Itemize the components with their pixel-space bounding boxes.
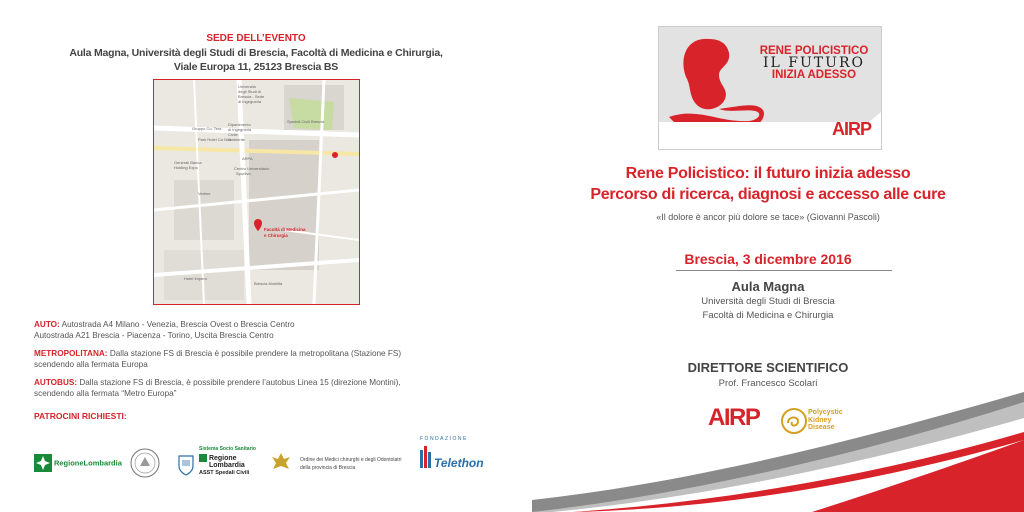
banner-text — [754, 45, 874, 81]
directions-auto — [34, 320, 295, 341]
map-label: Spedali Civili Brescia — [287, 119, 325, 124]
telethon-text: Telethon — [434, 456, 484, 470]
patrocini-heading: PATROCINI RICHIESTI: — [34, 411, 127, 421]
pkd-line1: Polycystic — [808, 409, 843, 416]
pkd-line3: Disease — [808, 424, 835, 431]
map-label: Brescia Mobilità — [254, 281, 283, 286]
ordine-eagle-icon — [270, 451, 292, 475]
pkd-logo-icon — [780, 407, 808, 435]
metro-line1: Dalla stazione FS di Brescia è possibile prendere la metropolitana (Stazione FS) — [109, 349, 402, 358]
regione-lombardia-text: RegioneLombardia — [53, 458, 122, 468]
banner-airp-logo: AIRP — [831, 119, 871, 139]
telethon-logo — [420, 436, 484, 470]
map-label: di Ingegneria — [238, 99, 262, 104]
banner-line2: IL FUTURO — [763, 55, 865, 71]
auto-label: AUTO: — [34, 320, 60, 329]
map-label: degli Studi di — [238, 89, 261, 94]
map-label: Sportivo — [236, 171, 251, 176]
pkd-text — [808, 409, 843, 432]
map-label: Vetrine — [198, 191, 211, 196]
venue-address-line2: Viale Europa 11, 25123 Brescia BS — [173, 61, 339, 73]
airp-logo: AIRP — [708, 404, 760, 431]
park-area — [289, 98, 334, 130]
regione-lombardia-logo — [34, 454, 122, 472]
ordine-line1: Ordine dei Medici chirurghi e degli Odontoiatri — [300, 457, 402, 463]
fondazione-text: FONDAZIONE — [420, 436, 468, 442]
map-label: Università — [238, 84, 256, 89]
divider — [676, 270, 892, 271]
lombardia-mini-icon — [199, 454, 207, 462]
right-panel — [512, 0, 1024, 512]
metro-line2: scendendo alla fermata Europa — [34, 359, 148, 369]
lombardia2-text: Lombardia — [209, 462, 245, 469]
event-subtitle: Percorso di ricerca, diagnosi e accesso alle cure — [590, 186, 946, 203]
location-map[interactable] — [153, 79, 360, 305]
regione2-text: Regione — [208, 454, 237, 462]
campaign-banner — [658, 26, 882, 150]
map-label: Centro Universitario — [234, 166, 270, 171]
event-quote: «Il dolore è ancor più dolore se tace» (Giovanni Pascoli) — [656, 212, 880, 222]
map-label: di Ingegneria — [228, 127, 252, 132]
event-date: Brescia, 3 dicembre 2016 — [684, 251, 852, 267]
bus-line1: Dalla stazione FS di Brescia, è possibile prendere l’autobus Linea 15 (direzione Montini), — [79, 378, 401, 387]
university-seal-icon — [130, 448, 160, 480]
map-label: Ambiente — [228, 137, 245, 142]
map-label: Generali Banca — [174, 160, 202, 165]
bus-label: AUTOBUS: — [34, 378, 78, 387]
bus-line2: scendendo alla fermata “Metro Europa” — [34, 388, 177, 398]
ordine-line2: della provincia di Brescia — [300, 465, 356, 471]
venue-heading: SEDE DELL’EVENTO — [206, 33, 306, 44]
pkd-line2: Kidney — [808, 416, 832, 424]
asst-text: ASST Spedali Civili — [199, 470, 250, 476]
venue-address-line1: Aula Magna, Università degli Studi di Brescia, Facoltà di Medicina e Chirurgia, — [69, 47, 443, 59]
map-label: Park Hotel Ca Nöa — [198, 137, 232, 142]
auto-line2: Autostrada A21 Brescia - Piacenza - Torino, Uscita Brescia Centro — [34, 330, 274, 340]
map-label: Holding Expo — [174, 165, 198, 170]
event-title: Rene Policistico: il futuro inizia adesso — [625, 165, 911, 182]
directions-metro — [34, 349, 401, 370]
director-name: Prof. Francesco Scolari — [718, 378, 818, 389]
regione-lombardia-icon — [34, 454, 52, 472]
sponsor-logos — [30, 436, 490, 486]
map-label: ARPA — [242, 156, 253, 161]
event-place: Aula Magna — [731, 279, 805, 294]
map-label: Brescia - Sede — [238, 94, 265, 99]
map-label: Dipartimento — [228, 122, 251, 127]
directions-bus — [34, 378, 401, 399]
event-faculty: Facoltà di Medicina e Chirurgia — [702, 310, 834, 321]
asst-crest-icon — [177, 454, 195, 476]
map-label: Civile — [228, 132, 238, 137]
event-university: Università degli Studi di Brescia — [701, 296, 835, 307]
sistema-text: Sistema Socio Sanitario — [199, 446, 256, 452]
banner-line1: RENE POLICISTICO — [759, 45, 869, 57]
map-graphic — [154, 80, 359, 304]
map-label: Hotel Impero — [184, 276, 207, 281]
map-label-destination: Facoltà di Medicina — [264, 227, 306, 232]
director-heading: DIRETTORE SCIENTIFICO — [687, 360, 849, 375]
map-label: Gruppo Co. Tera — [192, 126, 222, 131]
telethon-bars-icon — [420, 446, 434, 468]
map-label-destination: e Chirurgia — [264, 233, 288, 238]
banner-line3: INIZIA ADESSO — [771, 69, 857, 81]
metro-label: METROPOLITANA: — [34, 349, 108, 358]
auto-line1: Autostrada A4 Milano - Venezia, Brescia Ovest o Brescia Centro — [61, 320, 295, 329]
